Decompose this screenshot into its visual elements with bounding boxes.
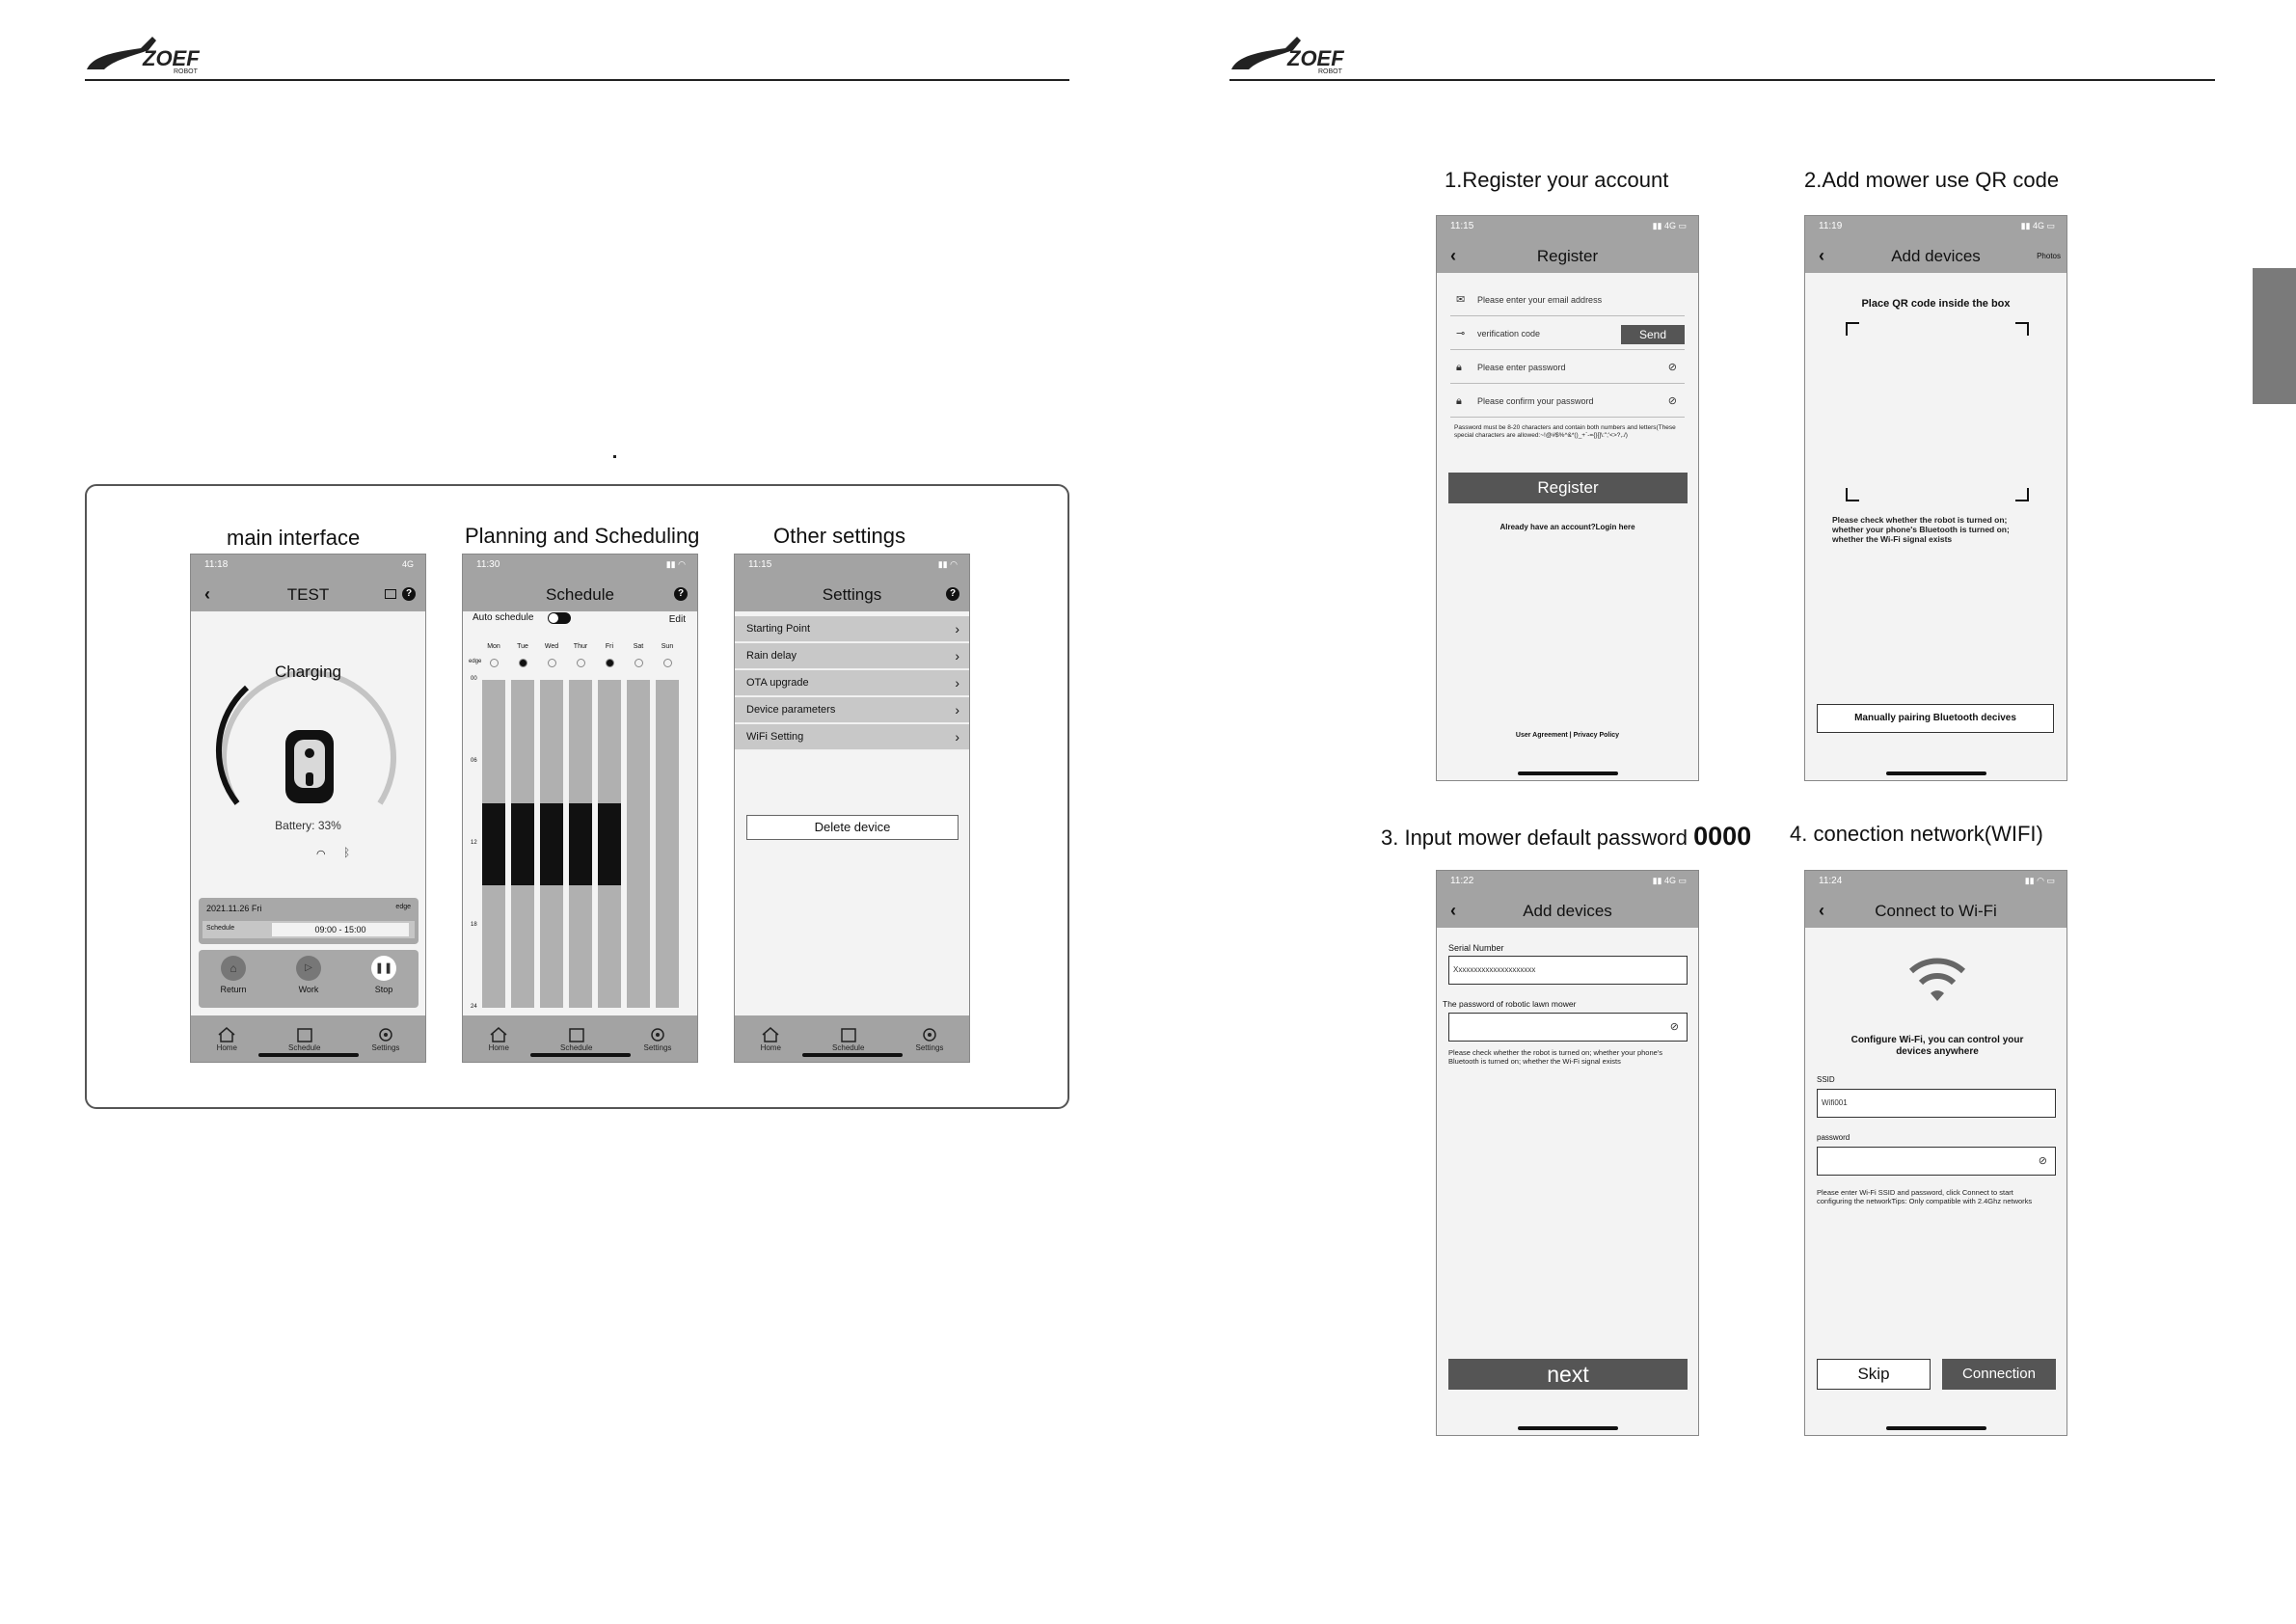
zoef-logo-right bbox=[1229, 27, 1364, 75]
email-field[interactable] bbox=[1450, 284, 1685, 316]
help-icon[interactable]: ? bbox=[402, 587, 416, 601]
day-label: Tue bbox=[517, 643, 528, 650]
setting-starting-point[interactable] bbox=[735, 616, 969, 642]
chevron-right-icon: › bbox=[955, 621, 959, 636]
home-indicator bbox=[258, 1053, 359, 1057]
user-agreement-link[interactable]: User Agreement bbox=[1515, 732, 1568, 739]
home-indicator bbox=[530, 1053, 631, 1057]
tab-home[interactable] bbox=[217, 1026, 237, 1052]
charging-status: Charging bbox=[275, 663, 341, 681]
email-placeholder: Please enter your email address bbox=[1477, 295, 1603, 305]
lock-icon: 🔒︎ bbox=[1456, 395, 1462, 407]
schedule-row bbox=[203, 921, 415, 938]
qr-corner-tr bbox=[2015, 322, 2029, 336]
status-time: 11:24 bbox=[1819, 876, 1843, 886]
row-tag: edge bbox=[469, 659, 482, 664]
message-icon[interactable] bbox=[385, 589, 396, 599]
send-code-button[interactable]: Send bbox=[1621, 325, 1685, 344]
signal-indicator: ▮▮ 4G ▭ bbox=[2020, 221, 2055, 230]
help-icon[interactable]: ? bbox=[674, 587, 688, 601]
mail-icon: ✉ bbox=[1456, 294, 1466, 306]
qr-corner-br bbox=[2015, 488, 2029, 501]
calendar-tab-icon bbox=[839, 1026, 858, 1043]
home-indicator bbox=[1518, 771, 1618, 775]
action-panel bbox=[199, 950, 419, 1008]
qr-frame bbox=[1846, 322, 2029, 501]
tab-schedule-label: Schedule bbox=[288, 1042, 321, 1052]
day-select-dot[interactable] bbox=[548, 659, 556, 667]
skip-button[interactable]: Skip bbox=[1817, 1359, 1931, 1390]
eye-hidden-icon[interactable]: ⊘ bbox=[1667, 395, 1677, 407]
code-placeholder: verification code bbox=[1477, 329, 1541, 338]
tab-settings[interactable] bbox=[916, 1026, 944, 1052]
tab-schedule-label: Schedule bbox=[832, 1042, 865, 1052]
day-column[interactable] bbox=[482, 680, 505, 1008]
signal-indicator: ▮▮ ◠ ▭ bbox=[2024, 876, 2055, 885]
key-icon: ⊸ bbox=[1456, 328, 1466, 339]
tab-settings-label: Settings bbox=[643, 1042, 672, 1052]
status-time: 11:19 bbox=[1819, 221, 1843, 231]
confirm-password-field[interactable] bbox=[1450, 385, 1685, 418]
manual-pairing-button[interactable]: Manually pairing Bluetooth decives bbox=[1817, 704, 2054, 733]
caption-qr: 2.Add mower use QR code bbox=[1804, 168, 2060, 192]
hour-label: 24 bbox=[471, 1004, 477, 1010]
phone-add-device-serial bbox=[1436, 870, 1699, 1436]
add-devices-title: Add devices bbox=[1891, 247, 1981, 265]
day-label: Thur bbox=[573, 643, 588, 650]
have-account-text: Already have an account? bbox=[1499, 523, 1596, 531]
day-select-dot[interactable] bbox=[635, 659, 643, 667]
default-password-value: 0000 bbox=[1693, 822, 1752, 851]
schedule-card bbox=[199, 898, 419, 944]
tab-home-label: Home bbox=[760, 1042, 781, 1052]
status-time: 11:22 bbox=[1450, 876, 1474, 886]
chevron-right-icon: › bbox=[955, 675, 959, 690]
auto-schedule-toggle[interactable] bbox=[548, 612, 571, 624]
work-label: Work bbox=[298, 985, 319, 994]
password-field[interactable] bbox=[1450, 351, 1685, 384]
mower-password-input[interactable] bbox=[1448, 1013, 1688, 1042]
status-time: 11:15 bbox=[748, 559, 772, 570]
day-label: Wed bbox=[544, 643, 559, 650]
back-button[interactable]: ‹ bbox=[204, 584, 210, 604]
back-button[interactable]: ‹ bbox=[1450, 901, 1456, 920]
back-button[interactable]: ‹ bbox=[1819, 901, 1824, 920]
eye-hidden-icon[interactable]: ⊘ bbox=[1669, 1021, 1679, 1033]
day-label: Sat bbox=[633, 643, 644, 650]
logo-sub: ROBOT bbox=[174, 68, 198, 75]
battery-level: Battery: 33% bbox=[275, 819, 341, 832]
device-title: TEST bbox=[286, 585, 330, 604]
day-column[interactable] bbox=[656, 680, 679, 1008]
zoef-logo-left bbox=[85, 27, 220, 75]
qr-hint: Place QR code inside the box bbox=[1861, 298, 2011, 310]
tab-schedule[interactable] bbox=[832, 1026, 864, 1052]
confirm-placeholder: Please confirm your password bbox=[1477, 396, 1594, 406]
setting-label: Rain delay bbox=[746, 650, 797, 662]
mower-icon bbox=[284, 728, 336, 805]
day-label: Fri bbox=[605, 643, 614, 650]
back-button[interactable]: ‹ bbox=[1819, 246, 1824, 265]
scheduled-block[interactable] bbox=[569, 803, 592, 885]
wifi-password-label: password bbox=[1817, 1133, 1850, 1142]
logo-text: ZOEF bbox=[143, 46, 200, 70]
login-prompt bbox=[1437, 523, 1698, 531]
scheduled-block[interactable] bbox=[540, 803, 563, 885]
tab-bar bbox=[463, 1015, 697, 1062]
setting-wifi[interactable] bbox=[735, 724, 969, 750]
phone-connect-wifi bbox=[1804, 870, 2067, 1436]
tab-home[interactable] bbox=[489, 1026, 509, 1052]
home-indicator bbox=[802, 1053, 903, 1057]
tab-home[interactable] bbox=[761, 1026, 781, 1052]
edit-button[interactable]: Edit bbox=[668, 614, 686, 625]
day-label: Sun bbox=[661, 643, 674, 650]
play-icon: ▷ bbox=[296, 956, 321, 981]
tab-home-label: Home bbox=[488, 1042, 509, 1052]
day-column[interactable] bbox=[627, 680, 650, 1008]
signal-indicator: ▮▮ ◠ bbox=[937, 559, 958, 569]
home-tab-icon bbox=[761, 1026, 780, 1043]
tab-settings[interactable] bbox=[644, 1026, 672, 1052]
gear-tab-icon bbox=[648, 1026, 667, 1043]
wifi-icon bbox=[1907, 954, 1967, 1004]
wifi-password-input[interactable] bbox=[1817, 1147, 2056, 1176]
setting-ota-upgrade[interactable] bbox=[735, 670, 969, 696]
work-button[interactable] bbox=[289, 956, 328, 994]
home-indicator bbox=[1886, 771, 1986, 775]
eye-hidden-icon[interactable]: ⊘ bbox=[1667, 362, 1677, 373]
phone-settings bbox=[734, 554, 970, 1063]
day-column[interactable] bbox=[598, 680, 621, 1008]
tab-home-label: Home bbox=[216, 1042, 237, 1052]
signal-indicator: ▮▮ 4G ▭ bbox=[1652, 221, 1687, 230]
register-button[interactable]: Register bbox=[1448, 473, 1688, 503]
setting-device-parameters[interactable] bbox=[735, 697, 969, 723]
day-column[interactable] bbox=[511, 680, 534, 1008]
setting-rain-delay[interactable] bbox=[735, 643, 969, 669]
home-indicator bbox=[1886, 1426, 1986, 1430]
eye-hidden-icon[interactable]: ⊘ bbox=[2038, 1155, 2047, 1167]
password-placeholder: Please enter password bbox=[1477, 363, 1566, 372]
ssid-input[interactable]: Wifi001 bbox=[1817, 1089, 2056, 1118]
scheduled-block[interactable] bbox=[511, 803, 534, 885]
connection-button[interactable]: Connection bbox=[1942, 1359, 2056, 1390]
caption-wifi: 4. conection network(WIFI) bbox=[1790, 822, 2043, 846]
logo-text: ZOEF bbox=[1287, 46, 1344, 70]
tab-schedule[interactable] bbox=[560, 1026, 592, 1052]
schedule-date: 2021.11.26 Fri bbox=[206, 904, 262, 913]
home-tab-icon bbox=[217, 1026, 236, 1043]
home-indicator bbox=[1518, 1426, 1618, 1430]
wifi-icon: ◠ bbox=[316, 849, 326, 860]
tab-schedule[interactable] bbox=[288, 1026, 320, 1052]
status-time: 11:15 bbox=[1450, 221, 1474, 231]
wifi-title: Connect to Wi-Fi bbox=[1875, 902, 1997, 920]
pause-icon: ❚❚ bbox=[371, 956, 396, 981]
status-time: 11:30 bbox=[476, 559, 500, 570]
caption-password-text: 3. Input mower default password bbox=[1381, 826, 1688, 850]
tab-settings-label: Settings bbox=[915, 1042, 944, 1052]
serial-check-text: Please check whether the robot is turned on; whether your phone's Bluetooth is turned on; whether the Wi-Fi signal exists bbox=[1448, 1048, 1662, 1066]
setting-label: Starting Point bbox=[746, 623, 811, 635]
day-select-dot[interactable] bbox=[577, 659, 585, 667]
caption-password bbox=[1381, 822, 1751, 852]
day-column[interactable] bbox=[569, 680, 592, 1008]
calendar-tab-icon bbox=[567, 1026, 586, 1043]
schedule-tag: edge bbox=[395, 904, 411, 910]
tab-settings[interactable] bbox=[372, 1026, 400, 1052]
calendar-tab-icon bbox=[295, 1026, 314, 1043]
register-title: Register bbox=[1536, 247, 1599, 265]
toggle-knob bbox=[549, 613, 558, 623]
delete-device-button[interactable]: Delete device bbox=[746, 815, 959, 840]
phone-register bbox=[1436, 215, 1699, 781]
hour-label: 12 bbox=[471, 840, 477, 846]
caption-planning: Planning and Scheduling bbox=[465, 524, 700, 548]
verification-code-field[interactable] bbox=[1450, 317, 1685, 350]
tab-settings-label: Settings bbox=[371, 1042, 400, 1052]
password-rule: Password must be 8-20 characters and contain both numbers and letters(These special characters are allowed:~!@#$%^&*()_+`-={}[]\:";'<>?,./) bbox=[1454, 424, 1676, 439]
help-icon[interactable]: ? bbox=[946, 587, 959, 601]
day-column[interactable] bbox=[540, 680, 563, 1008]
setting-label: Device parameters bbox=[746, 704, 836, 716]
caption-main-interface: main interface bbox=[227, 526, 361, 550]
settings-title: Settings bbox=[822, 585, 882, 604]
day-select-dot[interactable] bbox=[519, 659, 527, 667]
phone-add-device-qr bbox=[1804, 215, 2067, 781]
gear-tab-icon bbox=[920, 1026, 939, 1043]
return-button[interactable] bbox=[214, 956, 253, 994]
tab-bar bbox=[735, 1015, 969, 1062]
header-rule-right bbox=[1229, 79, 2215, 81]
status-time: 11:18 bbox=[204, 559, 229, 570]
schedule-title: Schedule bbox=[546, 585, 614, 604]
auto-schedule-label: Auto schedule bbox=[473, 612, 534, 623]
chevron-right-icon: › bbox=[955, 702, 959, 717]
privacy-policy-link[interactable]: Privacy Policy bbox=[1573, 732, 1620, 739]
back-button[interactable]: ‹ bbox=[1450, 246, 1456, 265]
chevron-right-icon: › bbox=[955, 648, 959, 663]
wifi-tip: Please enter Wi-Fi SSID and password, click Connect to start configuring the networkTips: Only compatible with 2.4Ghz networks bbox=[1817, 1188, 2033, 1205]
section-side-tab bbox=[2253, 268, 2296, 404]
dot-mark bbox=[613, 455, 616, 458]
signal-indicator: ▮▮ 4G ▭ bbox=[1652, 876, 1687, 885]
mower-password-label: The password of robotic lawn mower bbox=[1443, 999, 1577, 1009]
qr-corner-bl bbox=[1846, 488, 1859, 501]
caption-register: 1.Register your account bbox=[1445, 168, 1669, 192]
serial-number-input[interactable]: Xxxxxxxxxxxxxxxxxxxxx bbox=[1448, 956, 1688, 985]
day-select-dot[interactable] bbox=[490, 659, 499, 667]
logo-sub: ROBOT bbox=[1318, 68, 1342, 75]
schedule-label: Schedule bbox=[206, 925, 235, 932]
stop-label: Stop bbox=[374, 985, 393, 994]
signal-indicator: 4G bbox=[401, 559, 414, 569]
hour-label: 18 bbox=[471, 922, 477, 928]
photos-button[interactable]: Photos bbox=[2037, 252, 2061, 260]
home-icon: ⌂ bbox=[221, 956, 246, 981]
header-rule-left bbox=[85, 79, 1069, 81]
qr-corner-tl bbox=[1846, 322, 1859, 336]
hour-label: 00 bbox=[471, 676, 477, 682]
ssid-label: SSID bbox=[1817, 1075, 1835, 1084]
signal-indicator: ▮▮ ◠ bbox=[665, 559, 686, 569]
scheduled-block[interactable] bbox=[598, 803, 621, 885]
scheduled-block[interactable] bbox=[482, 803, 505, 885]
wifi-description: Configure Wi-Fi, you can control your devices anywhere bbox=[1850, 1035, 2024, 1057]
add-devices-title: Add devices bbox=[1523, 902, 1612, 920]
login-link[interactable]: Login here bbox=[1595, 523, 1635, 531]
schedule-time: 09:00 - 15:00 bbox=[272, 923, 409, 936]
day-select-dot[interactable] bbox=[663, 659, 672, 667]
gear-tab-icon bbox=[376, 1026, 395, 1043]
stop-button[interactable] bbox=[365, 956, 403, 994]
chevron-right-icon: › bbox=[955, 729, 959, 744]
phone-schedule bbox=[462, 554, 698, 1063]
setting-label: WiFi Setting bbox=[746, 731, 804, 743]
lock-icon: 🔒︎ bbox=[1456, 362, 1462, 373]
hour-label: 06 bbox=[471, 758, 477, 764]
day-label: Mon bbox=[487, 643, 500, 650]
day-select-dot[interactable] bbox=[606, 659, 614, 667]
qr-check-text: Please check whether the robot is turned on; whether your phone's Bluetooth is turned on; whether the Wi-Fi signal exists bbox=[1832, 515, 2010, 544]
phone-main-interface bbox=[190, 554, 426, 1063]
next-button[interactable]: next bbox=[1448, 1359, 1688, 1390]
home-tab-icon bbox=[489, 1026, 508, 1043]
legal-links: User Agreement | Privacy Policy bbox=[1515, 732, 1620, 739]
serial-label: Serial Number bbox=[1448, 943, 1504, 953]
caption-other-settings: Other settings bbox=[773, 524, 905, 548]
bluetooth-icon: ᛒ bbox=[343, 846, 351, 859]
tab-schedule-label: Schedule bbox=[560, 1042, 593, 1052]
setting-label: OTA upgrade bbox=[746, 677, 809, 689]
return-label: Return bbox=[220, 985, 247, 994]
tab-bar bbox=[191, 1015, 425, 1062]
